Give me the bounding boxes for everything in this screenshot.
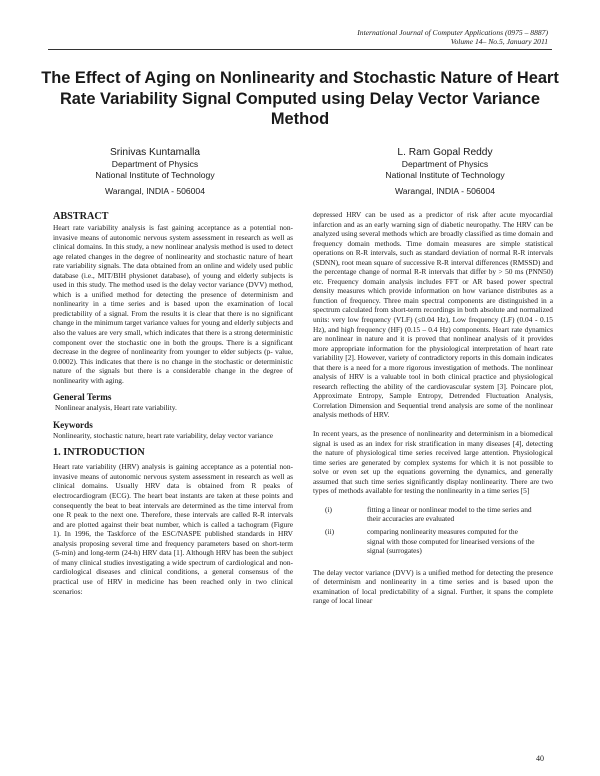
introduction-heading: 1. INTRODUCTION [53,447,145,459]
author-location: Warangal, INDIA - 506004 [395,185,495,196]
author-block-2 [330,146,560,197]
abstract-heading: ABSTRACT [53,211,109,222]
list-item-text: fitting a linear or nonlinear model to the time series and their accuracies are evaluated [367,504,532,524]
page-number: 40 [536,754,544,763]
list-item [313,505,553,524]
general-terms-heading: General Terms [53,392,112,403]
intro-paragraph-4: The delay vector variance (DVV) is a unified method for detecting the presence of determinism and nonlinearity in a time series and is based upon the examination of local predictability of a signal. Further, it spans the complete range of local linear [313,567,553,606]
list-item-text: comparing nonlinearity measures computed for the signal with those computed for linearised versions of the signal (surrogates) [367,526,535,556]
keywords-heading: Keywords [53,419,93,430]
list-item [313,527,553,556]
author-name: L. Ram Gopal Reddy [397,147,493,158]
author-department: Department of Physics [401,159,489,169]
keywords-text: Nonlinearity, stochastic nature, heart rate variability, delay vector variance [53,430,274,440]
abstract-text: Heart rate variability analysis is fast gaining acceptance as a potential non-invasive means of autonomic nervous system assessment in research as well as clinical domains. In this study, a new nonlinear analysis method is used to detect age related changes in the degree of nonlinearity and stochastic nature of heart rate variability signals. The data obtained from an online and widely used public database (i.e., MIT/BIH physionet database), of young and elderly subjects is used in this study. The method used is the delay vector variance (DVV) method, which is a unified method for detecting the presence of determinism and nonlinearity in a time series and is based upon the examination of local predictability of a signal. From the results it is clear that there is no significant change in the minimum target variance values for young and elderly subjects and also the values are very small, which indicates that there is a strong deterministic component over the stochastic one in both the groups. There is a significant decrease in the degree of nonlinearity from younger to elder subjects (p- value, 0.0002). This indicates that there is no change in the stochastic or deterministic nature of the signals but there is a considerable change in the degree of nonlinearity with aging. [53,223,293,385]
paper-title: The Effect of Aging on Nonlinearity and Stochastic Nature of Heart Rate Variability Signal Computed using Delay Vector Variance Method [41,69,559,128]
list-item-number: (i) [325,504,332,514]
author-location: Warangal, INDIA - 506004 [105,185,205,196]
journal-name: International Journal of Computer Applications (0975 – 8887) [357,28,548,37]
intro-paragraph-1: Heart rate variability (HRV) analysis is gaining acceptance as a potential non-invasive means of autonomic nervous system assessment in research as well as clinical domains. Usually HRV data is obtained from R peaks of electrocardiogram (ECG). The heart beat instants are taken at these points and consequently the beat to beat intervals are determined as the time interval from one R peak to the next one. Therefore, these intervals are called R-R intervals and are plotted against their beat number, which is called a tachogram (Figure 1). In 1996, the Taskforce of the ESC/NASPE published standards in HRV analysis proposing several time and frequency parameters based on short-term (5-min) and long-term (24-h) HRV data [1]. Although HRV has been the subject of many clinical studies investigating a wide spectrum of cardiological and non-cardiological diseases and clinical conditions, a general consensus of the practical use of HRV in medicine has been reached only in two clinical scenarios: [53,462,293,596]
intro-paragraph-2: depressed HRV can be used as a predictor of risk after acute myocardial infarction and as an early warning sign of diabetic neuropathy. The HRV can be analyzed using several methods which are broadly classified as time domain and frequency domain methods. Time domain measures are simple statistical operations on R-R intervals, such as standard deviation of normal R-R intervals (SDNN), root mean square of successive R-R interval differences (RMSSD) and the percentage change of normal R-R intervals that differ by > 50 ms (PNN50) etc. Frequency domain analysis includes FFT or AR based power spectral density measures which provide information on how variance distributes as a function of frequency. Three main spectral components are distinguished in a spectrum calculated from short-term recordings in both absolute and normalized units: very low frequency (VLF) (≤0.04 Hz), Low frequency (LF) (0.04 - 0.15 Hz), and high frequency (HF) (0.15 – 0.4 Hz) components. Heart rate dynamics are nonlinear in nature and it is proved that nonlinear analysis of it provides more appropriate information for the physiological interpretation of heart rate variability [2]. However, variety of contradictory reports in this domain indicates that there is a need for a more rigorous investigation of methods. The nonlinear analysis of HRV is a valuable tool in both clinical practice and physiological research reflecting the ability of the cardiovascular system [3]. Poincare plot, Approximate Entropy, Sample Entropy, Detrended Fluctuation Analysis, Correlation Dimension and Sequential trend analysis are some of the nonlinear analysis methods of HRV. [313,210,553,420]
left-column [53,210,293,596]
general-terms-text: Nonlinear analysis, Heart rate variability. [55,403,177,413]
author-name: Srinivas Kuntamalla [109,147,201,158]
author-institute: National Institute of Technology [95,169,215,180]
author-institute: National Institute of Technology [385,169,505,180]
right-column [313,210,553,606]
intro-paragraph-3: In recent years, as the presence of nonlinearity and determinism in a biomedical signal is used as an index for risk stratification in many diseases [4], detecting the nature of physiological time series received large attention. Physiological time series are generated by complex systems for which it is not possible to solve or even set up the equations governing the dynamics, and generally assumed that such time series significantly display nonlinearity. There are two types of methods available for testing the nonlinearity in a time series [5] [313,429,553,496]
author-block-1 [45,146,265,197]
running-header [357,28,548,47]
header-rule [48,49,552,50]
list-item-number: (ii) [325,526,335,536]
author-department: Department of Physics [111,159,199,169]
journal-volume: Volume 14– No.5, January 2011 [450,37,548,47]
